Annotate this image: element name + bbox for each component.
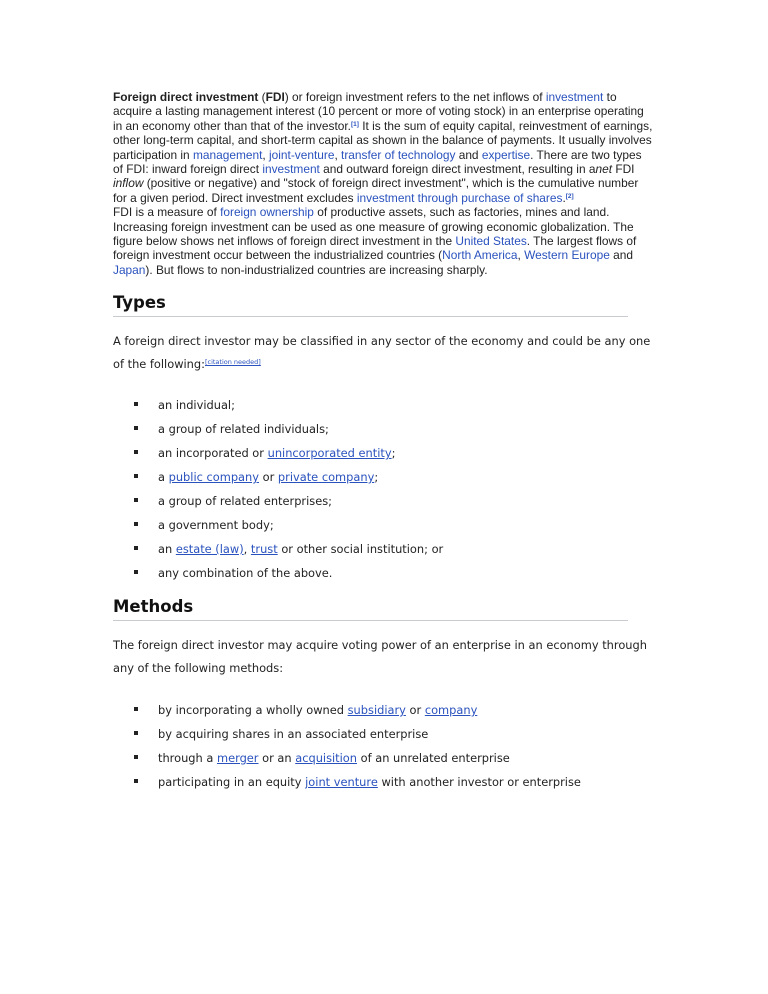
- types-list: [134, 398, 654, 590]
- term-fdi: Foreign direct investment: [113, 90, 259, 104]
- list-item: any combination of the above.: [134, 566, 654, 590]
- link-foreign-ownership[interactable]: foreign ownership: [220, 205, 314, 220]
- list-item: an individual;: [134, 398, 654, 422]
- link-joint-venture-2[interactable]: joint venture: [305, 775, 378, 789]
- link-joint-venture[interactable]: joint-venture: [269, 147, 335, 162]
- citation-needed[interactable]: [citation needed]: [204, 357, 261, 366]
- list-item: by acquiring shares in an associated enterprise: [134, 727, 654, 751]
- bullet-icon: [134, 779, 138, 783]
- intro-paragraph-2: FDI is a measure of foreign ownership of productive assets, such as factories, mines and land. Increasing foreign investment can be used as one measure of growing economic globalization. The figure below shows net inflows of foreign direct investment in the United States. The largest flows of foreign investment occur between the industrialized countries (North America, Western Europe and Japan). But flows to non-industrialized countries are increasing sharply.: [113, 205, 637, 277]
- bullet-icon: [134, 426, 138, 430]
- list-item: through a merger or an acquisition of an unrelated enterprise: [134, 751, 654, 775]
- bullet-icon: [134, 474, 138, 478]
- bullet-icon: [134, 731, 138, 735]
- list-item: an estate (law), trust or other social institution; or: [134, 542, 654, 566]
- link-estate-law[interactable]: estate (law): [175, 542, 244, 556]
- types-intro: A foreign direct investor may be classified in any sector of the economy and could be any one of the following:[citation needed]: [113, 334, 651, 371]
- bullet-icon: [134, 546, 138, 550]
- methods-list: [134, 703, 654, 799]
- link-japan[interactable]: Japan: [113, 262, 146, 277]
- intro-section: [113, 90, 653, 277]
- bullet-icon: [134, 707, 138, 711]
- link-transfer-of-technology[interactable]: transfer of technology: [341, 147, 456, 162]
- link-private-company[interactable]: private company: [277, 470, 375, 484]
- reference-1[interactable]: [1]: [350, 120, 359, 128]
- list-item: an incorporated or unincorporated entity;: [134, 446, 654, 470]
- bullet-icon: [134, 450, 138, 454]
- link-public-company[interactable]: public company: [168, 470, 260, 484]
- list-item: a government body;: [134, 518, 654, 542]
- link-north-america[interactable]: North America: [442, 248, 518, 263]
- link-investment-2[interactable]: investment: [262, 162, 320, 177]
- bullet-icon: [134, 402, 138, 406]
- abbr-fdi: FDI: [265, 90, 285, 104]
- bullet-icon: [134, 498, 138, 502]
- link-investment-through-shares[interactable]: investment through purchase of shares: [356, 190, 563, 205]
- link-unincorporated-entity[interactable]: unincorporated entity: [267, 446, 392, 460]
- link-merger[interactable]: merger: [216, 751, 259, 765]
- bullet-icon: [134, 522, 138, 526]
- list-item: participating in an equity joint venture with another investor or enterprise: [134, 775, 654, 799]
- heading-methods: Methods: [113, 597, 628, 621]
- list-item: a public company or private company;: [134, 470, 654, 494]
- list-item: a group of related enterprises;: [134, 494, 654, 518]
- link-western-europe[interactable]: Western Europe: [524, 248, 610, 263]
- heading-types: Types: [113, 293, 628, 317]
- link-acquisition[interactable]: acquisition: [295, 751, 357, 765]
- link-investment[interactable]: investment: [545, 90, 604, 104]
- link-company[interactable]: company: [424, 703, 478, 717]
- bullet-icon: [134, 570, 138, 574]
- reference-2[interactable]: [2]: [565, 192, 574, 200]
- link-management[interactable]: management: [192, 147, 263, 162]
- link-trust[interactable]: trust: [250, 542, 278, 556]
- list-item: a group of related individuals;: [134, 422, 654, 446]
- list-item: by incorporating a wholly owned subsidiary or company: [134, 703, 654, 727]
- link-united-states[interactable]: United States: [455, 234, 527, 249]
- link-expertise[interactable]: expertise: [481, 147, 531, 162]
- intro-paragraph-1: Foreign direct investment (FDI) or foreign investment refers to the net inflows of investment to acquire a lasting management interest (10 percent or more of voting stock) in an enterprise operating in an economy other than that of the investor.[1] It is the sum of equity capital, reinvestment of earnings, other long-term capital, and short-term capital as shown in the balance of payments. It usually involves participation in management, joint-venture, transfer of technology and expertise. There are two types of FDI: inward foreign direct investment and outward foreign direct investment, resulting in anet FDI inflow (positive or negative) and "stock of foreign direct investment", which is the cumulative number for a given period. Direct investment excludes investment through purchase of shares.[2]: [113, 90, 653, 205]
- link-subsidiary[interactable]: subsidiary: [347, 703, 406, 717]
- methods-intro: The foreign direct investor may acquire voting power of an enterprise in an economy through any of the following methods:: [113, 638, 647, 675]
- bullet-icon: [134, 755, 138, 759]
